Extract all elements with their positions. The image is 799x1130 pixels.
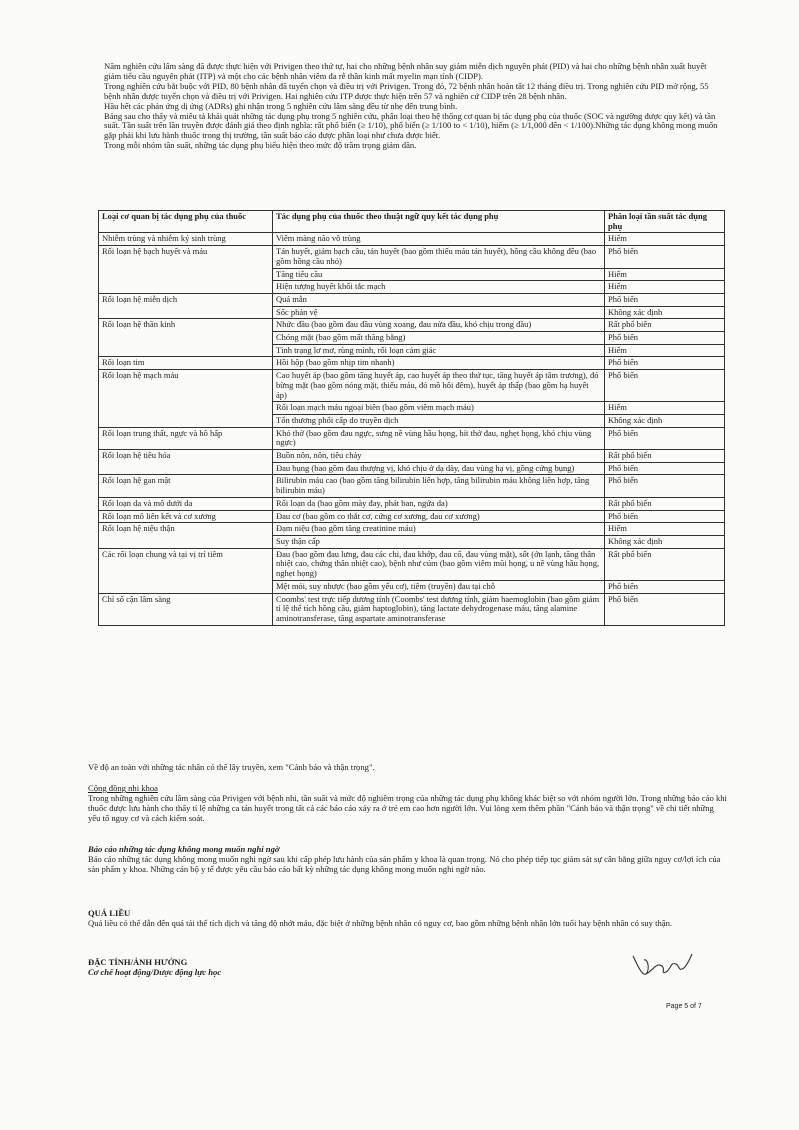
overdose-section [88,908,728,928]
cell-reaction: Tình trạng lơ mơ, rùng mình, rối loạn cảm giác [273,344,605,357]
table-row [99,510,725,523]
table-row [99,357,725,370]
table-row [99,427,725,449]
cell-reaction: Hiện tượng huyết khối tắc mạch [273,281,605,294]
cell-soc [99,332,273,345]
table-row [99,233,725,246]
intro-paragraph: Trong mỗi nhóm tần suất, những tác dụng phụ biểu hiện theo mức độ trầm trọng giảm dần. [104,140,417,151]
cell-reaction: Sốc phản vệ [273,306,605,319]
cell-soc [99,306,273,319]
table-body [99,233,725,625]
cell-frequency: Không xác định [605,414,725,427]
cell-reaction: Tổn thương phổi cấp do truyền dịch [273,414,605,427]
overdose-heading: QUÁ LIỀU [88,908,131,918]
cell-frequency: Phổ biến [605,246,725,268]
cell-soc: Rối loạn da và mô dưới da [99,497,273,510]
cell-frequency: Hiếm [605,523,725,536]
overdose-text: Quá liều có thể dẫn đến quá tải thể tích dịch và tăng độ nhớt máu, đặc biệt ở những bệnh nhân có nguy cơ, bao gồm những bệnh nhân lớn tuổi hay bệnh nhân có suy thận. [88,918,673,928]
cell-soc: Rối loạn hệ tiêu hóa [99,450,273,463]
cell-reaction: Đạm niệu (bao gồm tăng creatinine máu) [273,523,605,536]
safety-note: Về độ an toàn với những tác nhân có thể lây truyền, xem "Cảnh báo và thận trọng". [88,762,375,772]
cell-soc: Rối loạn hệ gan mật [99,475,273,497]
cell-reaction: Cao huyết áp (bao gồm tăng huyết áp, cao huyết áp theo thứ tục, tăng huyết áp tâm trương), đỏ bừng mặt (bao gồm nóng mặt, thiếu máu, đỏ mồ hôi đêm), huyết áp thấp (bao gồm hạ huyết áp) [273,370,605,402]
cell-soc: Rối loạn hệ thần kinh [99,319,273,332]
report-heading: Báo cáo những tác dụng không mong muốn nghi ngờ [88,844,280,854]
cell-frequency: Phổ biến [605,293,725,306]
cell-frequency: Phổ biến [605,475,725,497]
cell-soc [99,281,273,294]
cell-frequency: Rất phổ biến [605,497,725,510]
intro-section [104,62,724,151]
cell-reaction: Tăng tiểu cầu [273,268,605,281]
header-frequency: Phân loại tần suất tác dụng phụ [605,211,725,233]
cell-soc: Rối loạn trung thất, ngực và hô hấp [99,427,273,449]
table-row [99,293,725,306]
cell-frequency: Phổ biến [605,593,725,625]
table-row [99,475,725,497]
cell-soc: Rối loạn hệ miễn dịch [99,293,273,306]
cell-frequency: Phổ biến [605,332,725,345]
cell-reaction: Buồn nôn, nôn, tiêu chảy [273,450,605,463]
table-row [99,523,725,536]
table-row [99,281,725,294]
report-section [88,844,728,874]
table-row [99,450,725,463]
header-soc: Loại cơ quan bị tác dụng phụ của thuốc [99,211,273,233]
cell-frequency: Phổ biến [605,510,725,523]
table-row [99,319,725,332]
cell-reaction: Coombs' test trực tiếp dương tính (Coombs' test dương tính, giảm haemoglobin (bao gồm giảm tỉ lệ thể tích hồng cầu, giảm haptoglobin), tăng lactate dehydrogenase máu, tăng alamine aminotransferase, tăng aspartate aminotransferase [273,593,605,625]
cell-soc [99,344,273,357]
table-row [99,414,725,427]
cell-reaction: Quá mẫn [273,293,605,306]
cell-reaction: Rối loạn mạch máu ngoại biên (bao gồm viêm mạch máu) [273,402,605,415]
cell-reaction: Chóng mặt (bao gồm mất thăng bằng) [273,332,605,345]
table-row [99,497,725,510]
cell-soc: Các rối loạn chung và tại vị trí tiêm [99,548,273,580]
table-row [99,268,725,281]
cell-soc [99,462,273,475]
cell-frequency: Rất phổ biến [605,319,725,332]
cell-reaction: Viêm màng não vô trùng [273,233,605,246]
cell-reaction: Bilirubin máu cao (bao gồm tăng bilirubin liên hợp, tăng bilirubin máu không liên hợp, tăng bilirubin máu) [273,475,605,497]
cell-reaction: Nhức đầu (bao gồm đau đầu vùng xoang, đau nửa đầu, khó chịu trong đầu) [273,319,605,332]
cell-reaction: Khó thở (bao gồm đau ngực, sưng nề vùng hầu họng, hít thở đau, nghẹt họng, khó chịu vùng ngực) [273,427,605,449]
cell-reaction: Rối loạn da (bao gồm mày đay, phát ban, ngứa da) [273,497,605,510]
cell-frequency: Hiếm [605,281,725,294]
cell-frequency: Rất phổ biến [605,548,725,580]
cell-frequency: Phổ biến [605,427,725,449]
cell-soc [99,268,273,281]
safety-note-section [88,762,728,772]
table-row [99,548,725,580]
table-row [99,535,725,548]
table-header-row [99,211,725,233]
table-row [99,306,725,319]
table-row [99,344,725,357]
cell-frequency: Phổ biến [605,370,725,402]
cell-reaction: Tán huyết, giảm bạch cầu, tán huyết (bao gồm thiếu máu tán huyết), hồng cầu không đều (bao gồm hồng cầu nhỏ) [273,246,605,268]
table-row [99,580,725,593]
table-row [99,593,725,625]
cell-reaction: Hồi hộp (bao gồm nhịp tim nhanh) [273,357,605,370]
cell-soc: Rối loạn hệ niệu thận [99,523,273,536]
intro-paragraph: Bảng sau cho thấy và miêu tả khái quát những tác dụng phụ trong 5 nghiên cứu, phân loại theo hệ thống cơ quan bị tác dụng phụ của thuốc (SOC và ngưỡng được quy kết) và tần suất. Tần suất trên lần truyền được đánh giá theo định nghĩa: rất phổ biến (≥ 1/10), phổ biến (≥ 1/100 to < 1/10), hiếm (≥ 1/1,000 đến < 1/100).Những tác dụng không mong muốn gặp phải khi lưu hành thuốc trong thị trường, tần suất báo cáo được phân loại như chưa được biết. [104,110,718,141]
cell-reaction: Đau bụng (bao gồm đau thượng vị, khó chịu ở dạ dày, đau vùng hạ vị, gồng cứng bụng) [273,462,605,475]
adverse-reactions-table [98,210,725,626]
cell-frequency: Phổ biến [605,580,725,593]
cell-soc [99,535,273,548]
intro-paragraph: Hầu hết các phản ứng dị ứng (ADRs) ghi nhận trong 5 nghiên cứu lâm sàng đều từ nhẹ đến trung bình. [104,100,458,111]
properties-subheading: Cơ chế hoạt động/Dược động lực học [88,967,222,977]
cell-soc [99,580,273,593]
cell-soc: Rối loạn mô liên kết và cơ xương [99,510,273,523]
properties-heading: ĐẶC TÍNH/ẢNH HƯỞNG [88,957,188,967]
pediatric-heading: Cộng đồng nhi khoa [88,783,158,793]
table-row [99,402,725,415]
header-reaction: Tác dụng phụ của thuốc theo thuật ngữ quy kết tác dụng phụ [273,211,605,233]
report-text: Báo cáo những tác dụng không mong muốn nghi ngờ sau khi cấp phép lưu hành của sản phẩm y khoa là quan trọng. Nó cho phép tiếp tục giám sát sự cân bằng giữa nguy cơ/lợi ích của sản phẩm y khoa. Những cán bộ y tế được yêu cầu báo cáo bất kỳ những tác dụng không mong muốn nghi ngờ nào. [88,854,721,874]
cell-reaction: Suy thận cấp [273,535,605,548]
cell-frequency: Phổ biến [605,462,725,475]
cell-soc: Chỉ số cận lâm sàng [99,593,273,625]
pediatric-text: Trong những nghiên cứu lâm sàng của Privigen với bệnh nhi, tần suất và mức độ nghiêm trọng của những tác dụng phụ không khác biệt so với nhóm người lớn. Trong những báo cáo khi thuốc được lưu hành cho thấy tỉ lệ những ca tán huyết trong tất cả các báo cáo xảy ra ở trẻ em cao hơn người lớn. Vui lòng xem thêm phần "Cảnh báo và thận trọng" về chi tiết những yếu tố nguy cơ và cách kiểm soát. [88,793,727,823]
cell-frequency: Phổ biến [605,357,725,370]
cell-frequency: Không xác định [605,306,725,319]
cell-frequency: Hiếm [605,268,725,281]
page-number: Page 5 of 7 [666,1003,702,1010]
cell-frequency: Hiếm [605,402,725,415]
signature-mark [628,944,698,984]
cell-reaction: Đau cơ (bao gồm co thắt cơ, cứng cơ xương, đau cơ xương) [273,510,605,523]
pediatric-section [88,783,728,823]
table-row [99,332,725,345]
cell-frequency: Hiếm [605,233,725,246]
intro-paragraph: Năm nghiên cứu lâm sàng đã được thực hiện với Privigen theo thứ tự, hai cho những bệnh nhân suy giảm miễn dịch nguyên phát (PID) và hai cho những bệnh nhân xuất huyết giảm tiểu cầu nguyên phát (ITP) và một cho các bệnh nhân viêm đa rễ thần kinh mất myelin mạn tính (CIDP). [104,61,707,81]
cell-frequency: Hiếm [605,344,725,357]
cell-soc [99,402,273,415]
cell-soc: Nhiễm trùng và nhiễm ký sinh trùng [99,233,273,246]
cell-soc: Rối loạn hệ bạch huyết và máu [99,246,273,268]
cell-frequency: Rất phổ biến [605,450,725,463]
table-row [99,370,725,402]
intro-paragraph: Trong nghiên cứu bắt buộc với PID, 80 bệnh nhân đã tuyển chọn và điều trị với Privigen. Trong đó, 72 bệnh nhân hoàn tất 12 tháng điều trị. Trong nghiên cứu PID mở rộng, 55 bệnh nhân được tuyển chọn và điều trị với Privigen. Hai nghiên cứu ITP được thực hiện trên 57 và nghiên cứ CIDP trên 28 bệnh nhân. [104,80,709,101]
cell-soc: Rối loạn tim [99,357,273,370]
cell-frequency: Không xác định [605,535,725,548]
cell-reaction: Đau (bao gồm đau lưng, đau các chi, đau khớp, đau cổ, đau vùng mặt), sốt (ớn lạnh, tăng thân nhiệt cao, chứng thân nhiệt cao), bệnh như cúm (bao gồm viêm mũi họng, u nề vùng hầu họng, nghẹt họng) [273,548,605,580]
cell-reaction: Mệt mỏi, suy nhược (bao gồm yếu cơ), tiêm (truyền) đau tại chỗ [273,580,605,593]
cell-soc [99,414,273,427]
table-row [99,246,725,268]
table-row [99,462,725,475]
cell-soc: Rối loạn hệ mạch máu [99,370,273,402]
